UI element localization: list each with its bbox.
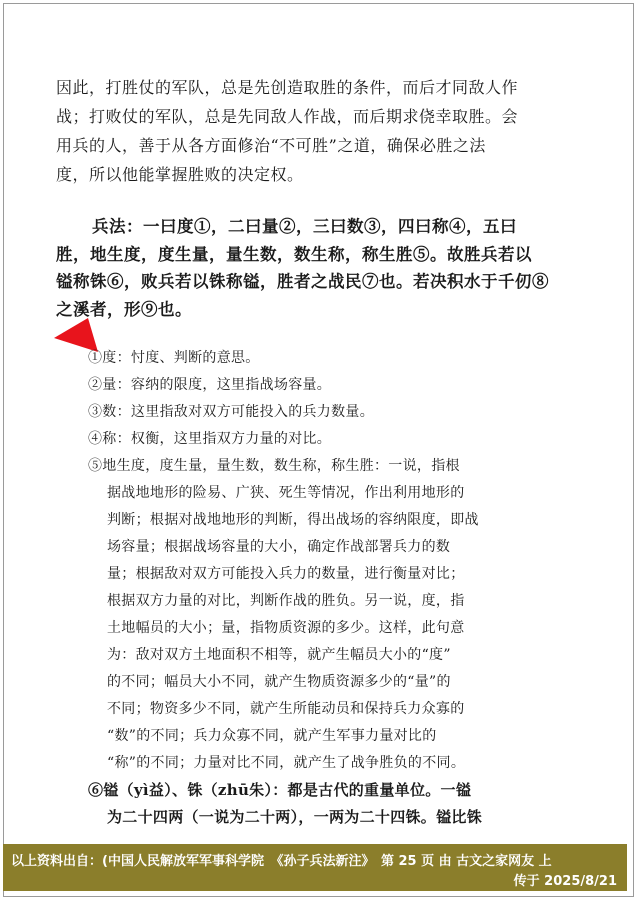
note-continuation: 的不同；幅员大小不同，就产生物质资源多少的“量”的 xyxy=(107,674,451,690)
note-continuation: 量；根据敌对双方可能投入兵力的数量，进行衡量对比； xyxy=(107,566,465,582)
note-continuation: 场容量；根据战场容量的大小，确定作战部署兵力的数 xyxy=(107,539,451,555)
footer-upload-date: 传于 2025/8/21 xyxy=(513,874,617,889)
note-item: ④称：权衡，这里指双方力量的对比。 xyxy=(88,431,332,447)
annotation-notes xyxy=(88,345,588,831)
text-line: 战；打败仗的军队，总是先同敌人作战，而后期求侥幸取胜。会 xyxy=(56,107,519,126)
note-continuation: 为二十四两（一说为二十两），一两为二十四铢。镒比铢 xyxy=(107,808,483,826)
note-continuation: “数”的不同；兵力众寡不同，就产生军事力量对比的 xyxy=(107,728,437,744)
note-item: ②量：容纳的限度，这里指战场容量。 xyxy=(88,377,332,393)
note-item: ⑤地生度，度生量，量生数，数生称，称生胜：一说，指根 xyxy=(88,458,460,474)
note-continuation: 根据双方力量的对比，判断作战的胜负。另一说，度，指 xyxy=(107,593,465,609)
note-continuation: “称”的不同；力量对比不同，就产生了战争胜负的不同。 xyxy=(107,755,466,771)
text-line: 因此，打胜仗的军队，总是先创造取胜的条件，而后才同敌人作 xyxy=(56,78,519,97)
note-item: ③数：这里指敌对双方可能投入的兵力数量。 xyxy=(88,404,374,420)
note-continuation: 据战地地形的险易、广狭、死生等情况，作出利用地形的 xyxy=(107,485,465,501)
text-line: 兵法：一曰度①，二曰量②，三曰数③，四曰称④，五曰 xyxy=(92,217,517,236)
text-line: 胜，地生度，度生量，量生数，数生称，称生胜⑤。故胜兵若以 xyxy=(56,244,532,264)
note-item: ⑥镒（yì益）、铢（zhū朱）：都是古代的重量单位。一镒 xyxy=(88,781,472,799)
note-continuation: 为：敌对双方土地面积不相等，就产生幅员大小的“度” xyxy=(107,647,451,663)
text-line: 镒称铢⑥，败兵若以铢称镒，胜者之战民⑦也。若决积水于千仞⑧ xyxy=(56,272,549,291)
paragraph-explanation xyxy=(56,73,586,189)
paragraph-original-text xyxy=(56,213,586,323)
source-footer-banner xyxy=(3,844,627,891)
note-continuation: 不同；物资多少不同，就产生所能动员和保持兵力众寡的 xyxy=(107,701,465,717)
text-line: 度，所以他能掌握胜败的决定权。 xyxy=(56,165,304,184)
note-continuation: 判断；根据对战地地形的判断，得出战场的容纳限度，即战 xyxy=(107,512,479,528)
note-item: ①度：忖度、判断的意思。 xyxy=(88,350,260,366)
footer-source-text: 以上资料出自：(中国人民解放军军事科学院 《孙子兵法新注》 第 25 页 由 古文之家网友 上 xyxy=(11,854,552,869)
text-line: 之溪者，形⑨也。 xyxy=(56,299,192,319)
note-continuation: 土地幅员的大小；量，指物质资源的多少。这样，此句意 xyxy=(107,620,465,636)
text-line: 用兵的人，善于从各方面修治“不可胜”之道，确保必胜之法 xyxy=(56,136,486,155)
